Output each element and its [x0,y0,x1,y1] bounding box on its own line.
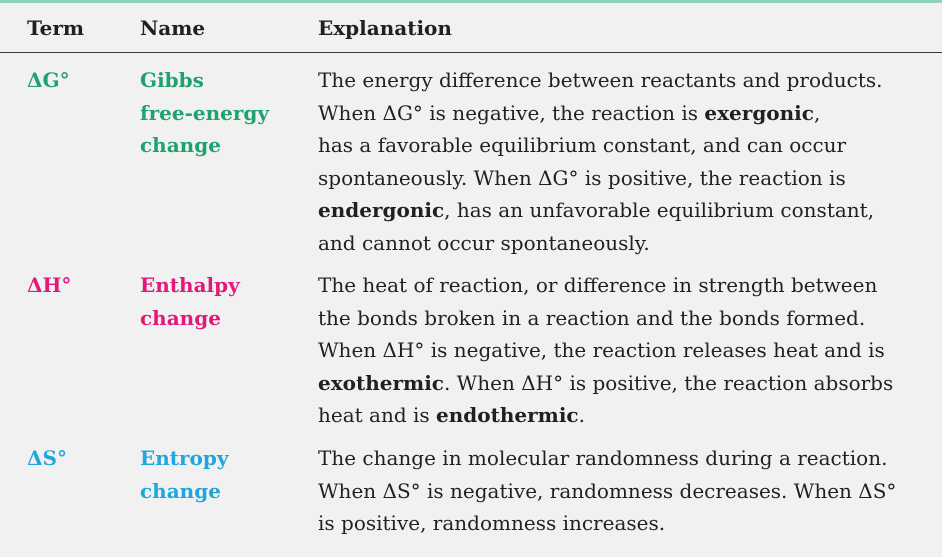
explanation-line [318,399,918,432]
explanation-text: . When ΔH° is positive, the reaction absorbs [443,370,894,395]
header-name: Name [140,16,206,40]
explanation-text: , has an unfavorable equilibrium constant, [444,198,875,222]
term-delta-h: ΔH° [27,273,72,297]
explanation-gibbs [318,64,918,259]
explanation-text: When ΔS° is negative, randomness decreases. When ΔS° [318,478,897,503]
explanation-line [318,129,918,162]
explanation-text: The change in molecular randomness during a reaction. [318,446,888,470]
explanation-text: The heat of reaction, or difference in strength between [318,273,878,297]
explanation-text: has a favorable equilibrium constant, and can occur [318,133,847,157]
explanation-line [318,162,918,195]
explanation-text: , [813,100,821,125]
term-delta-g: ΔG° [27,68,70,92]
explanation-text: . [578,403,585,427]
explanation-enthalpy [318,269,918,432]
explanation-text: the bonds broken in a reaction and the bonds formed. [318,305,866,330]
explanation-text: and cannot occur spontaneously. [318,230,650,255]
explanation-line [318,442,918,475]
explanation-text: is positive, randomness increases. [318,511,666,535]
explanation-line [318,302,918,335]
explanation-line [318,64,918,97]
explanation-line [318,97,918,130]
explanation-text: spontaneously. When ΔG° is positive, the reaction is [318,165,846,190]
name-entropy-change: Entropy change [140,446,229,503]
explanation-line [318,475,918,508]
name-gibbs-free-energy-change: Gibbs free-energy change [140,68,270,157]
name-enthalpy-change: Enthalpy change [140,273,240,330]
explanation-line [318,507,918,540]
header-term: Term [27,16,85,40]
explanation-entropy [318,442,918,540]
term-delta-s: ΔS° [27,446,67,470]
bold-term: endergonic [318,198,445,222]
bold-term: endothermic [436,403,579,427]
table-header [0,3,942,53]
bold-term: exothermic [318,370,444,395]
explanation-text: When ΔH° is negative, the reaction releases heat and is [318,338,885,362]
explanation-line [318,194,918,227]
explanation-line [318,334,918,367]
explanation-text: heat and is [318,403,437,427]
bold-term: exergonic [704,100,814,125]
explanation-text: The energy difference between reactants and products. [318,68,883,92]
header-explanation: Explanation [318,16,452,40]
explanation-text: When ΔG° is negative, the reaction is [318,100,705,125]
explanation-line [318,367,918,400]
explanation-line [318,269,918,302]
explanation-line [318,227,918,260]
